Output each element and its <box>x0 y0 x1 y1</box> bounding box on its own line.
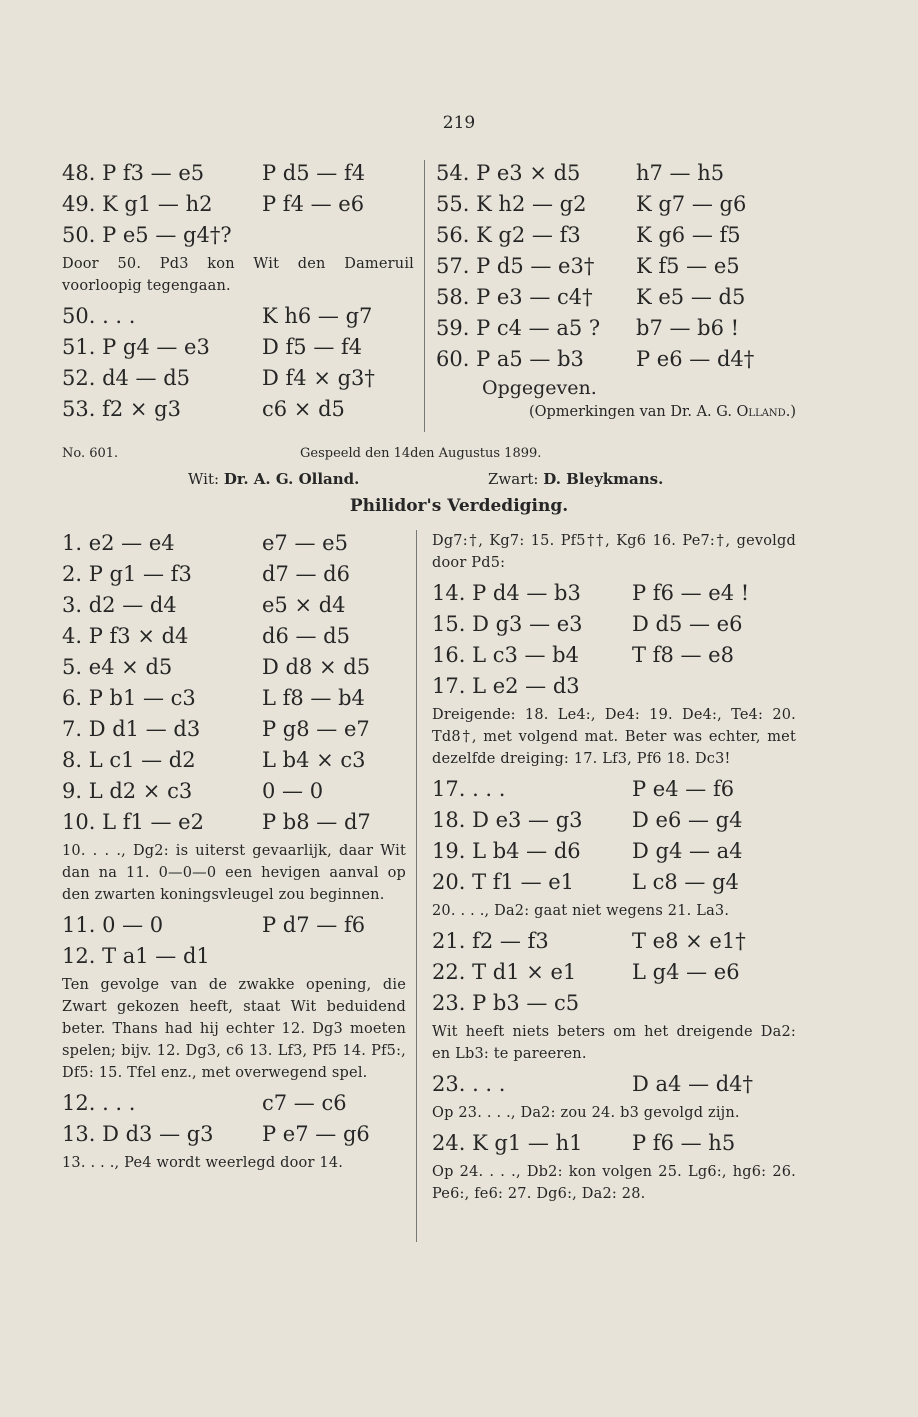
move-row <box>436 344 796 375</box>
black-move: K e5 — d5 <box>636 285 746 309</box>
black-move: L c8 — g4 <box>632 870 739 894</box>
white-label: Wit: <box>188 470 224 488</box>
black-move: T e8 × e1† <box>632 929 746 953</box>
black-move: P f4 — e6 <box>262 192 365 216</box>
white-move: 13. D d3 — g3 <box>62 1122 214 1146</box>
move-row <box>436 158 796 189</box>
move-row <box>62 189 414 220</box>
move-row <box>432 926 796 957</box>
move-row <box>432 805 796 836</box>
move-row <box>432 957 796 988</box>
black-move: c7 — c6 <box>262 1091 347 1115</box>
move-row <box>62 621 406 652</box>
black-move: b7 — b6 ! <box>636 316 740 340</box>
black-move: L g4 — e6 <box>632 960 740 984</box>
black-move: P e6 — d4† <box>636 347 755 371</box>
white-move: 15. D g3 — e3 <box>432 612 583 636</box>
move-row <box>62 776 406 807</box>
white-move: 50. . . . <box>62 304 136 328</box>
black-move: P e4 — f6 <box>632 777 735 801</box>
white-move: 54. P e3 × d5 <box>436 161 581 185</box>
played-date: Gespeeld den 14den Augustus 1899. <box>300 446 542 461</box>
bottom-left-column <box>62 528 406 1178</box>
top-left-column <box>62 158 414 425</box>
annotation-note: 13. . . ., Pe4 wordt weerlegd door 14. <box>62 1155 344 1171</box>
resignation: Opgegeven. <box>482 377 597 399</box>
top-right-column <box>436 158 796 423</box>
black-move: 0 — 0 <box>262 779 324 803</box>
white-move: 6. P b1 — c3 <box>62 686 196 710</box>
black-move: L b4 × c3 <box>262 748 366 772</box>
black-move: D e6 — g4 <box>632 808 743 832</box>
move-row <box>62 745 406 776</box>
black-move: d6 — d5 <box>262 624 350 648</box>
move-row <box>432 671 796 702</box>
white-move: 12. T a1 — d1 <box>62 944 210 968</box>
white-move: 55. K h2 — g2 <box>436 192 587 216</box>
annotation-note: Dg7:†, Kg7: 15. Pf5††, Kg6 16. Pe7:†, gevolgd door Pd5: <box>432 533 796 571</box>
white-move: 51. P g4 — e3 <box>62 335 210 359</box>
move-row <box>62 807 406 838</box>
white-move: 59. P c4 — a5 ? <box>436 316 601 340</box>
black-move: P f6 — e4 ! <box>632 581 750 605</box>
annotator-credit <box>436 401 796 423</box>
black-move: K f5 — e5 <box>636 254 740 278</box>
white-move: 19. L b4 — d6 <box>432 839 581 863</box>
black-move: D g4 — a4 <box>632 839 743 863</box>
move-row <box>436 282 796 313</box>
white-name: Dr. A. G. Olland. <box>223 470 360 488</box>
annotation-note: Wit heeft niets beters om het dreigende Da2: en Lb3: te pareeren. <box>432 1024 796 1062</box>
white-move: 23. P b3 — c5 <box>432 991 580 1015</box>
white-move: 4. P f3 × d4 <box>62 624 189 648</box>
white-move: 12. . . . <box>62 1091 136 1115</box>
annotation-note: 20. . . ., Da2: gaat niet wegens 21. La3. <box>432 903 730 919</box>
annotation-note: Door 50. Pd3 kon Wit den Dameruil voorloopig tegengaan. <box>62 256 414 294</box>
black-move: c6 × d5 <box>262 397 345 421</box>
white-move: 16. L c3 — b4 <box>432 643 579 667</box>
white-move: 60. P a5 — b3 <box>436 347 584 371</box>
black-move: D f5 — f4 <box>262 335 363 359</box>
column-divider <box>424 160 425 432</box>
move-row <box>62 1088 406 1119</box>
move-row <box>432 774 796 805</box>
white-move: 22. T d1 × e1 <box>432 960 577 984</box>
move-row <box>62 559 406 590</box>
move-row <box>62 652 406 683</box>
move-row <box>432 1128 796 1159</box>
black-move: P d7 — f6 <box>262 913 366 937</box>
black-move: P f6 — h5 <box>632 1131 736 1155</box>
black-move: e5 × d4 <box>262 593 346 617</box>
page-number: 219 <box>442 113 476 133</box>
black-move: D a4 — d4† <box>632 1072 754 1096</box>
white-move: 56. K g2 — f3 <box>436 223 581 247</box>
move-row <box>62 941 406 972</box>
black-move: D f4 × g3† <box>262 366 375 390</box>
move-row <box>436 251 796 282</box>
annotation-note: Op 24. . . ., Db2: kon volgen 25. Lg6:, hg6: 26. Pe6:, fe6: 27. Dg6:, Da2: 28. <box>432 1164 796 1202</box>
annotator-name: Olland <box>736 404 786 420</box>
black-move: P e7 — g6 <box>262 1122 370 1146</box>
move-row <box>62 528 406 559</box>
black-move: h7 — h5 <box>636 161 725 185</box>
move-row <box>62 683 406 714</box>
white-move: 11. 0 — 0 <box>62 913 164 937</box>
move-row <box>62 910 406 941</box>
black-move: K g6 — f5 <box>636 223 741 247</box>
white-move: 17. L e2 — d3 <box>432 674 580 698</box>
annotation-note: Op 23. . . ., Da2: zou 24. b3 gevolgd zijn. <box>432 1105 740 1121</box>
move-row <box>62 714 406 745</box>
annotator-suffix: .) <box>785 404 796 420</box>
white-move: 58. P e3 — c4† <box>436 285 593 309</box>
black-move: d7 — d6 <box>262 562 350 586</box>
move-row <box>62 363 414 394</box>
white-move: 17. . . . <box>432 777 506 801</box>
white-move: 3. d2 — d4 <box>62 593 177 617</box>
bottom-right-column <box>432 528 796 1209</box>
move-row <box>62 301 414 332</box>
annotation-note: 10. . . ., Dg2: is uiterst gevaarlijk, daar Wit dan na 11. 0—0—0 een hevigen aanval op den zwarten koningsvleugel zou beginnen. <box>62 843 406 903</box>
move-row <box>62 394 414 425</box>
black-move: P b8 — d7 <box>262 810 371 834</box>
move-row <box>436 220 796 251</box>
black-move: P d5 — f4 <box>262 161 366 185</box>
black-move: P g8 — e7 <box>262 717 370 741</box>
white-move: 10. L f1 — e2 <box>62 810 204 834</box>
move-row <box>432 640 796 671</box>
white-move: 5. e4 × d5 <box>62 655 173 679</box>
annotation-note: Ten gevolge van de zwakke opening, die Zwart gekozen heeft, staat Wit beduidend beter. Thans had hij echter 12. Dg3 moeten spelen; bijv. 12. Dg3, c6 13. Lf3, Pf5 14. Pf5:, Df5: 15. Tfel enz., met overwegend spel. <box>62 977 406 1081</box>
black-move: e7 — e5 <box>262 531 348 555</box>
black-move: K g7 — g6 <box>636 192 747 216</box>
move-row <box>62 590 406 621</box>
white-move: 49. K g1 — h2 <box>62 192 213 216</box>
annotation-note: Dreigende: 18. Le4:, De4: 19. De4:, Te4: 20. Td8†, met volgend mat. Beter was echter, met dezelfde dreiging: 17. Lf3, Pf6 18. Dc3! <box>432 707 796 767</box>
white-move: 9. L d2 × c3 <box>62 779 193 803</box>
white-move: 18. D e3 — g3 <box>432 808 583 832</box>
move-row <box>62 1119 406 1150</box>
move-row <box>432 578 796 609</box>
move-row <box>436 189 796 220</box>
black-move: T f8 — e8 <box>632 643 734 667</box>
move-row <box>432 609 796 640</box>
annotator-prefix: (Opmerkingen van Dr. A. G. <box>528 404 737 420</box>
black-move: K h6 — g7 <box>262 304 373 328</box>
move-row <box>432 836 796 867</box>
black-name: D. Bleykmans. <box>543 470 664 488</box>
move-row <box>432 867 796 898</box>
white-move: 8. L c1 — d2 <box>62 748 196 772</box>
white-move: 14. P d4 — b3 <box>432 581 581 605</box>
black-move: D d8 × d5 <box>262 655 371 679</box>
white-move: 23. . . . <box>432 1072 506 1096</box>
black-move: D d5 — e6 <box>632 612 743 636</box>
white-move: 48. P f3 — e5 <box>62 161 205 185</box>
white-move: 20. T f1 — e1 <box>432 870 575 894</box>
white-move: 7. D d1 — d3 <box>62 717 201 741</box>
move-row <box>62 220 414 251</box>
opening-title: Philidor's Verdediging. <box>349 496 569 516</box>
move-row <box>62 158 414 189</box>
move-row <box>432 988 796 1019</box>
black-move: L f8 — b4 <box>262 686 365 710</box>
move-row <box>62 332 414 363</box>
black-label: Zwart: <box>488 470 544 488</box>
white-move: 1. e2 — e4 <box>62 531 175 555</box>
white-move: 2. P g1 — f3 <box>62 562 192 586</box>
white-move: 21. f2 — f3 <box>432 929 549 953</box>
black-player <box>488 470 663 488</box>
column-divider <box>416 530 417 1242</box>
white-move: 57. P d5 — e3† <box>436 254 595 278</box>
move-row <box>432 1069 796 1100</box>
white-move: 53. f2 × g3 <box>62 397 181 421</box>
white-move: 24. K g1 — h1 <box>432 1131 583 1155</box>
white-move: 50. P e5 — g4†? <box>62 223 232 247</box>
move-row <box>436 313 796 344</box>
white-player <box>188 470 359 488</box>
game-number: No. 601. <box>62 446 119 461</box>
white-move: 52. d4 — d5 <box>62 366 191 390</box>
